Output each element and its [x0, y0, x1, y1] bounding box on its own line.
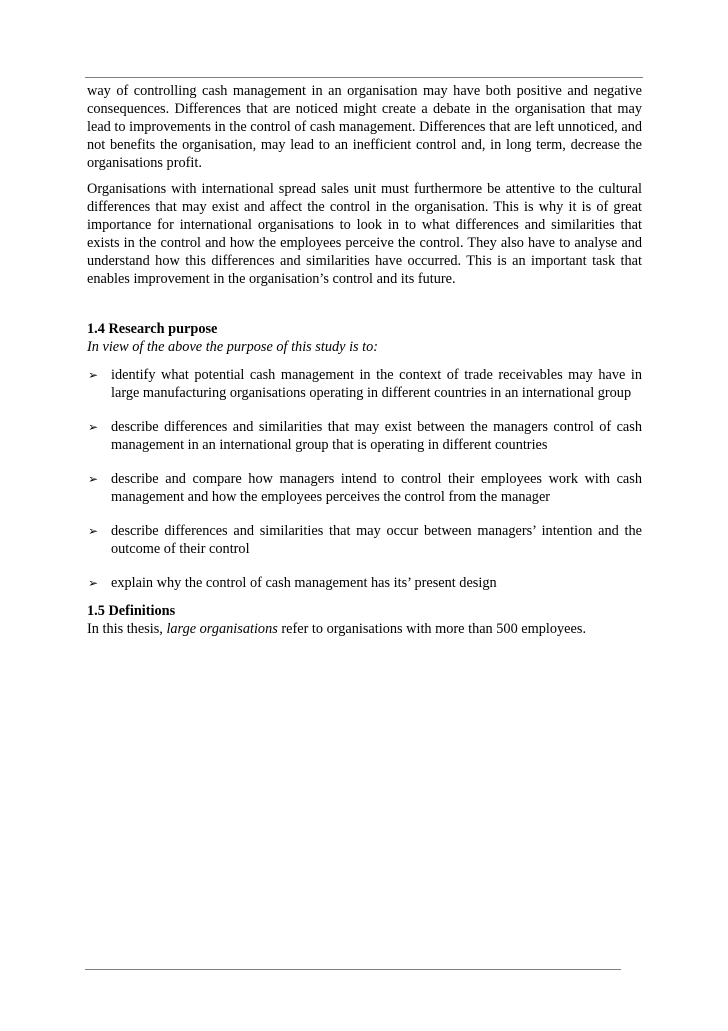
definition-text-after: refer to organisations with more than 500 employees.: [277, 621, 587, 637]
list-item-text: describe differences and similarities that may exist between the managers control of cash management in an international group that is operating in different countries: [111, 419, 642, 453]
list-item: [87, 522, 642, 558]
paragraph-1: way of controlling cash management in an organisation may have both positive and negative consequences. Differences that are noticed might create a debate in the organisation that may lead to improvements in the control of cash management. Differences that are left unnoticed, and not benefits the organisation, may lead to an inefficient control and, in long term, decrease the organisations profit.: [87, 83, 642, 171]
list-item-text: explain why the control of cash management has its’ present design: [111, 575, 497, 591]
list-item: [87, 366, 642, 402]
arrowhead-bullet-icon: ➢: [88, 368, 99, 382]
definition-paragraph: [87, 620, 642, 638]
purpose-list: [87, 366, 642, 592]
section-heading-research-purpose: 1.4 Research purpose: [87, 321, 218, 337]
arrowhead-bullet-icon: ➢: [88, 524, 99, 538]
defined-term: large organisations: [166, 621, 278, 637]
section-heading-definitions: 1.5 Definitions: [87, 603, 176, 619]
purpose-intro: In view of the above the purpose of this study is to:: [87, 339, 379, 355]
header-rule: [85, 77, 643, 78]
page-body: [87, 82, 642, 638]
list-item-text: describe and compare how managers intend to control their employees work with cash management and how the employees perceives the control from the manager: [111, 471, 642, 505]
list-item: [87, 470, 642, 506]
footer-rule: [85, 969, 621, 970]
list-item: [87, 418, 642, 454]
list-item: [87, 574, 642, 592]
paragraph-2: Organisations with international spread sales unit must furthermore be attentive to the cultural differences that may exist and affect the control in the organisation. This is why it is of great importance for international organisations to look in to what differences and similarities that exists in the control and how the employees perceive the control. They also have to analyse and understand how this differences and similarities have occurred. This is an important task that enables improvement in the organisation’s control and its future.: [87, 181, 642, 287]
definition-text-before: In this thesis,: [87, 621, 167, 637]
list-item-text: identify what potential cash management in the context of trade receivables may have in large manufacturing organisations operating in different countries in an international group: [111, 367, 642, 401]
arrowhead-bullet-icon: ➢: [88, 420, 99, 434]
arrowhead-bullet-icon: ➢: [88, 576, 99, 590]
list-item-text: describe differences and similarities that may occur between managers’ intention and the outcome of their control: [111, 523, 642, 557]
arrowhead-bullet-icon: ➢: [88, 472, 99, 486]
